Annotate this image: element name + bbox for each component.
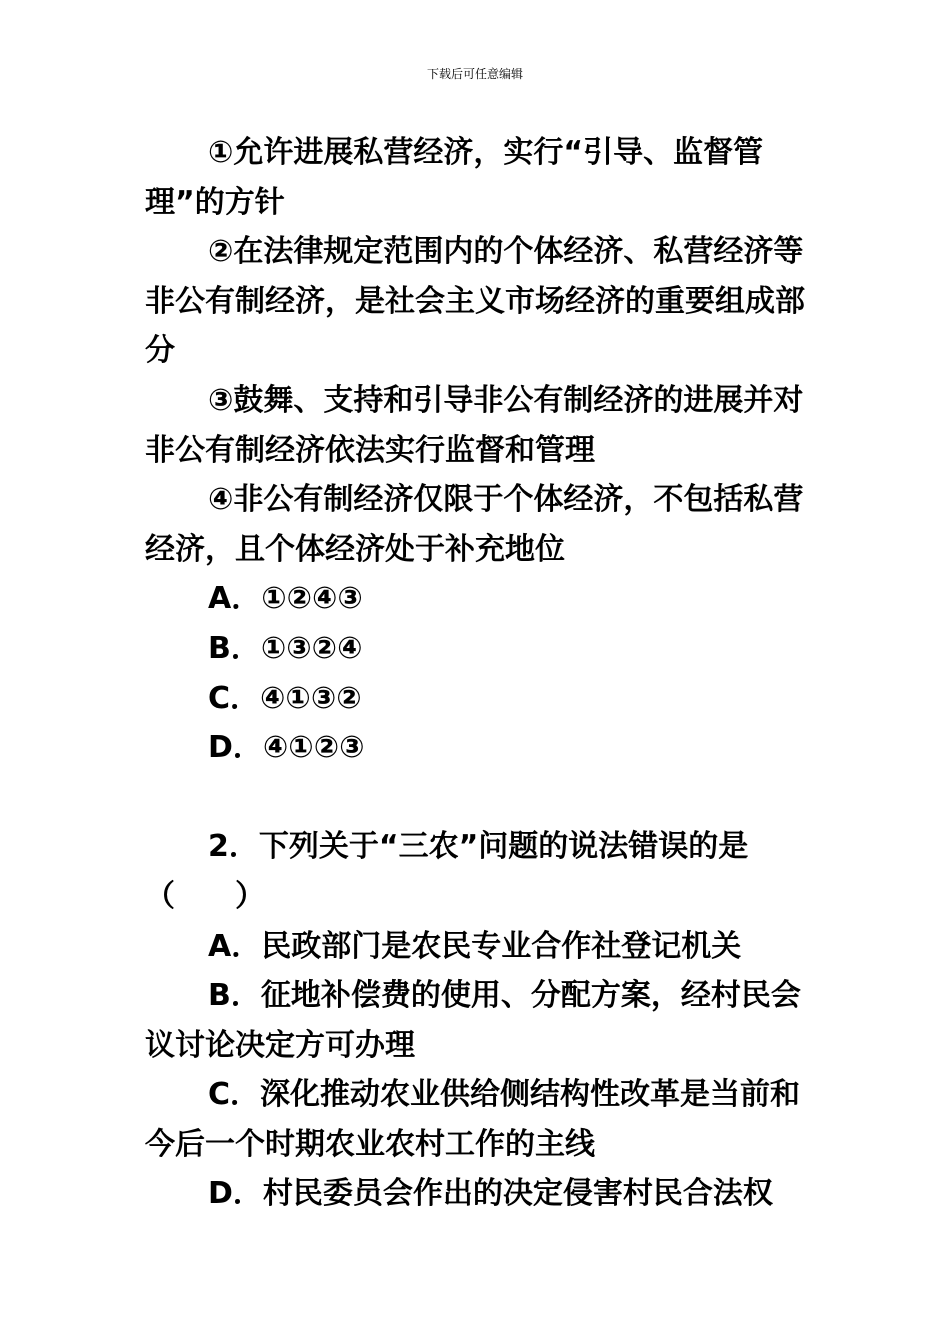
q1-statement-3: ③鼓舞、支持和引导非公有制经济的进展并对非公有制经济依法实行监督和管理: [145, 382, 804, 468]
q1-statement-4: ④非公有制经济仅限于个体经济，不包括私营经济，且个体经济处于补充地位: [145, 482, 804, 567]
page-header: 下载后可任意编辑: [426, 67, 523, 81]
q2-option-a: A．民政部门是农民专业合作社登记机关: [208, 928, 742, 964]
q1-option-c: C．④①③②: [208, 680, 362, 716]
q1-statement-2: ②在法律规定范围内的个体经济、私营经济等非公有制经济，是社会主义市场经济的重要组成部分: [145, 234, 805, 369]
document-body: [145, 128, 810, 1219]
q2-option-b: B．征地补偿费的使用、分配方案，经村民会议讨论决定方可办理: [145, 978, 801, 1063]
q2-option-d: D．村民委员会作出的决定侵害村民合法权: [208, 1176, 773, 1212]
q2-answer-blank: （ ）: [145, 878, 265, 914]
q1-option-d: D．④①②③: [208, 730, 365, 766]
q1-statement-1: ①允许进展私营经济，实行“引导、监督管理”的方针: [145, 135, 764, 220]
q2-stem: 2．下列关于“三农”问题的说法错误的是: [208, 829, 749, 865]
q2-option-c: C．深化推动农业供给侧结构性改革是当前和今后一个时期农业农村工作的主线: [145, 1077, 801, 1162]
q1-option-b: B．①③②④: [208, 630, 363, 666]
question-spacer: [145, 773, 810, 823]
q1-option-a: A．①②④③: [208, 581, 363, 617]
